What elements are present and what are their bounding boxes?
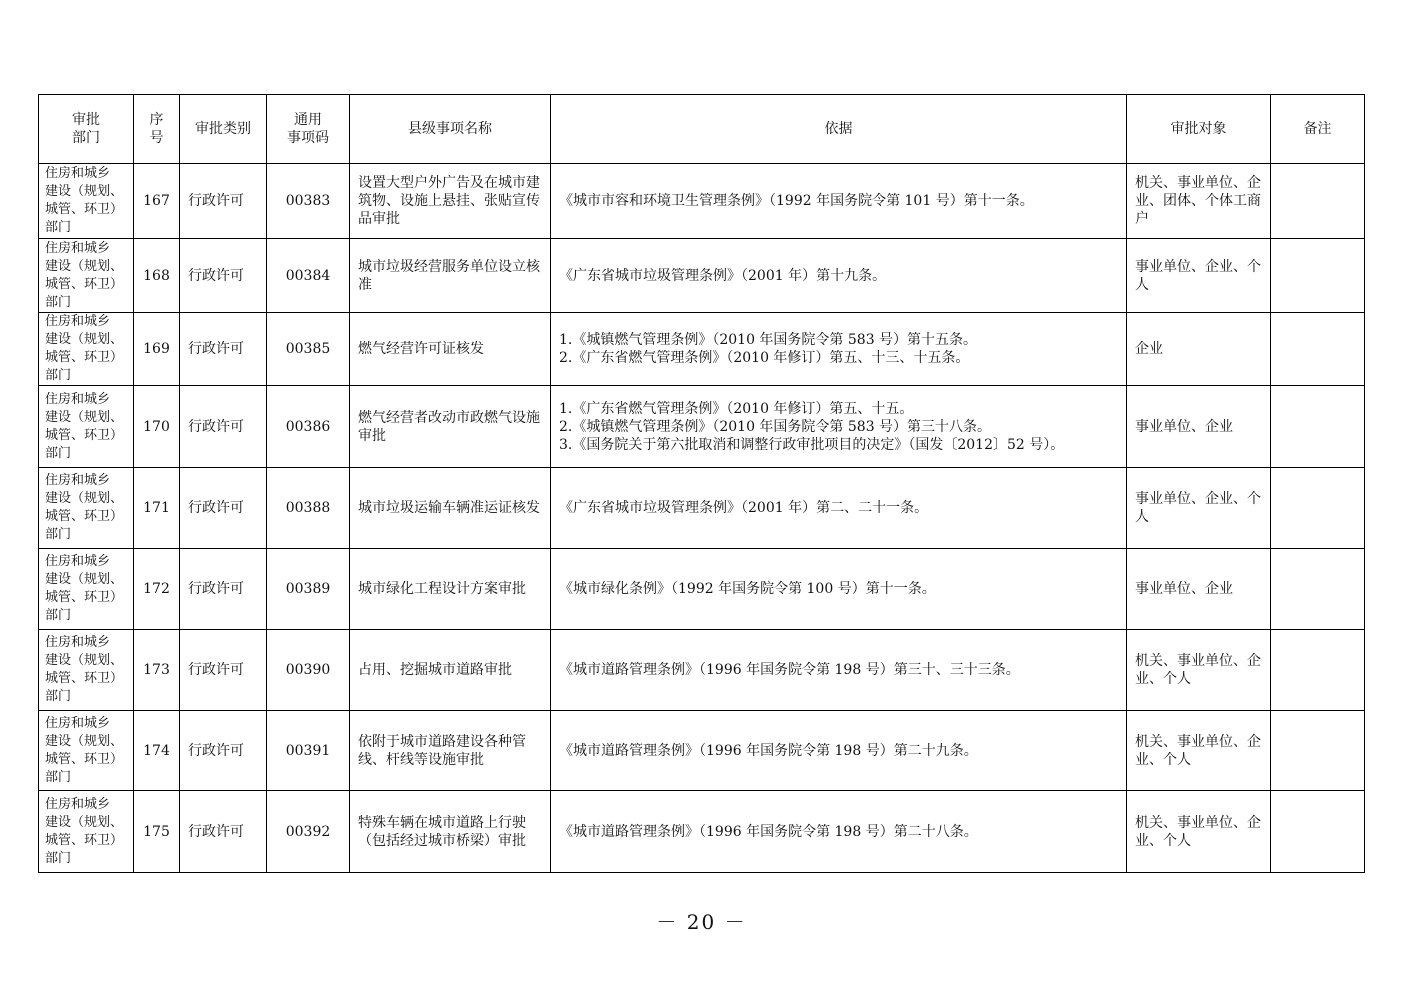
note-cell (1271, 791, 1365, 873)
seq-cell: 167 (134, 164, 180, 239)
dept-cell: 住房和城乡 建设（规划、 城管、环卫） 部门 (39, 386, 134, 468)
header-basis: 依据 (551, 95, 1127, 164)
basis-line: 2.《城镇燃气管理条例》（2010 年国务院令第 583 号）第三十八条。 (559, 418, 992, 435)
code-cell: 00384 (267, 239, 350, 313)
note-cell (1271, 468, 1365, 549)
code-cell: 00391 (267, 711, 350, 791)
dept-cell: 住房和城乡 建设（规划、 城管、环卫） 部门 (39, 549, 134, 630)
seq-cell: 174 (134, 711, 180, 791)
table-row (39, 468, 1365, 549)
basis-cell (551, 313, 1127, 386)
code-cell: 00388 (267, 468, 350, 549)
type-cell: 行政许可 (180, 630, 267, 711)
header-note: 备注 (1271, 95, 1365, 164)
dept-cell: 住房和城乡 建设（规划、 城管、环卫） 部门 (39, 630, 134, 711)
note-cell (1271, 711, 1365, 791)
basis-line: 1.《城镇燃气管理条例》（2010 年国务院令第 583 号）第十五条。 (559, 332, 978, 348)
approval-items-table (38, 94, 1365, 873)
item-name-cell: 城市绿化工程设计方案审批 (350, 549, 551, 630)
basis-line: 《城市市容和环境卫生管理条例》（1992 年国务院令第 101 号）第十一条。 (559, 193, 1034, 209)
seq-cell: 168 (134, 239, 180, 313)
target-cell: 机关、事业单位、企业、团体、个体工商户 (1127, 164, 1271, 239)
target-cell: 事业单位、企业 (1127, 386, 1271, 468)
table-body (39, 164, 1365, 873)
note-cell (1271, 630, 1365, 711)
table-row (39, 549, 1365, 630)
header-type: 审批类别 (180, 95, 267, 164)
dept-cell: 住房和城乡 建设（规划、 城管、环卫） 部门 (39, 468, 134, 549)
target-cell: 事业单位、企业 (1127, 549, 1271, 630)
dept-cell: 住房和城乡 建设（规划、 城管、环卫） 部门 (39, 791, 134, 873)
target-cell: 机关、事业单位、企业、个人 (1127, 791, 1271, 873)
header-target: 审批对象 (1127, 95, 1271, 164)
code-cell: 00389 (267, 549, 350, 630)
dept-cell: 住房和城乡 建设（规划、 城管、环卫） 部门 (39, 711, 134, 791)
seq-cell: 173 (134, 630, 180, 711)
target-cell: 机关、事业单位、企业、个人 (1127, 711, 1271, 791)
note-cell (1271, 313, 1365, 386)
dept-cell: 住房和城乡 建设（规划、 城管、环卫） 部门 (39, 313, 134, 386)
type-cell: 行政许可 (180, 386, 267, 468)
basis-line: 1.《广东省燃气管理条例》（2010 年修订）第五、十五。 (559, 400, 914, 417)
basis-line: 《城市道路管理条例》（1996 年国务院令第 198 号）第二十九条。 (559, 742, 978, 759)
basis-line: 《城市道路管理条例》（1996 年国务院令第 198 号）第二十八条。 (559, 823, 978, 840)
target-cell: 事业单位、企业、个人 (1127, 468, 1271, 549)
seq-cell: 170 (134, 386, 180, 468)
dept-cell: 住房和城乡 建设（规划、 城管、环卫） 部门 (39, 239, 134, 313)
type-cell: 行政许可 (180, 468, 267, 549)
table-row (39, 711, 1365, 791)
item-name-cell: 占用、挖掘城市道路审批 (350, 630, 551, 711)
basis-cell (551, 164, 1127, 239)
table-row (39, 239, 1365, 313)
basis-cell (551, 630, 1127, 711)
code-cell: 00392 (267, 791, 350, 873)
basis-cell (551, 711, 1127, 791)
note-cell (1271, 386, 1365, 468)
code-cell: 00383 (267, 164, 350, 239)
page-number: － 20 － (656, 910, 747, 934)
type-cell: 行政许可 (180, 791, 267, 873)
header-dept: 审批 部门 (39, 95, 134, 164)
note-cell (1271, 549, 1365, 630)
table-row (39, 791, 1365, 873)
basis-cell (551, 791, 1127, 873)
seq-cell: 172 (134, 549, 180, 630)
item-name-cell: 城市垃圾运输车辆准运证核发 (350, 468, 551, 549)
type-cell: 行政许可 (180, 549, 267, 630)
basis-line: 《广东省城市垃圾管理条例》（2001 年）第二、二十一条。 (559, 500, 929, 516)
code-cell: 00385 (267, 313, 350, 386)
basis-line: 《城市道路管理条例》（1996 年国务院令第 198 号）第三十、三十三条。 (559, 662, 1020, 678)
header-code: 通用 事项码 (267, 95, 350, 164)
note-cell (1271, 164, 1365, 239)
basis-line: 《广东省城市垃圾管理条例》（2001 年）第十九条。 (559, 267, 887, 284)
basis-cell (551, 386, 1127, 468)
basis-cell (551, 549, 1127, 630)
seq-cell: 169 (134, 313, 180, 386)
basis-cell (551, 468, 1127, 549)
type-cell: 行政许可 (180, 313, 267, 386)
basis-line: 《城市绿化条例》（1992 年国务院令第 100 号）第十一条。 (559, 581, 936, 597)
type-cell: 行政许可 (180, 239, 267, 313)
item-name-cell: 城市垃圾经营服务单位设立核准 (350, 239, 551, 313)
table-row (39, 164, 1365, 239)
seq-cell: 171 (134, 468, 180, 549)
target-cell: 事业单位、企业、个人 (1127, 239, 1271, 313)
basis-line: 3.《国务院关于第六批取消和调整行政审批项目的决定》（国发〔2012〕52 号）。 (559, 436, 1065, 453)
basis-cell (551, 239, 1127, 313)
table-row (39, 386, 1365, 468)
note-cell (1271, 239, 1365, 313)
table-row (39, 313, 1365, 386)
dept-cell: 住房和城乡 建设（规划、 城管、环卫） 部门 (39, 164, 134, 239)
seq-cell: 175 (134, 791, 180, 873)
table-row (39, 630, 1365, 711)
target-cell: 企业 (1127, 313, 1271, 386)
type-cell: 行政许可 (180, 711, 267, 791)
item-name-cell: 设置大型户外广告及在城市建筑物、设施上悬挂、张贴宣传品审批 (350, 164, 551, 239)
item-name-cell: 燃气经营者改动市政燃气设施审批 (350, 386, 551, 468)
item-name-cell: 特殊车辆在城市道路上行驶（包括经过城市桥梁）审批 (350, 791, 551, 873)
basis-line: 2.《广东省燃气管理条例》（2010 年修订）第五、十三、十五条。 (559, 350, 970, 366)
item-name-cell: 依附于城市道路建设各种管线、杆线等设施审批 (350, 711, 551, 791)
table-header-row (39, 95, 1365, 164)
header-seq: 序 号 (134, 95, 180, 164)
target-cell: 机关、事业单位、企业、个人 (1127, 630, 1271, 711)
type-cell: 行政许可 (180, 164, 267, 239)
item-name-cell: 燃气经营许可证核发 (350, 313, 551, 386)
code-cell: 00390 (267, 630, 350, 711)
header-name: 县级事项名称 (350, 95, 551, 164)
code-cell: 00386 (267, 386, 350, 468)
